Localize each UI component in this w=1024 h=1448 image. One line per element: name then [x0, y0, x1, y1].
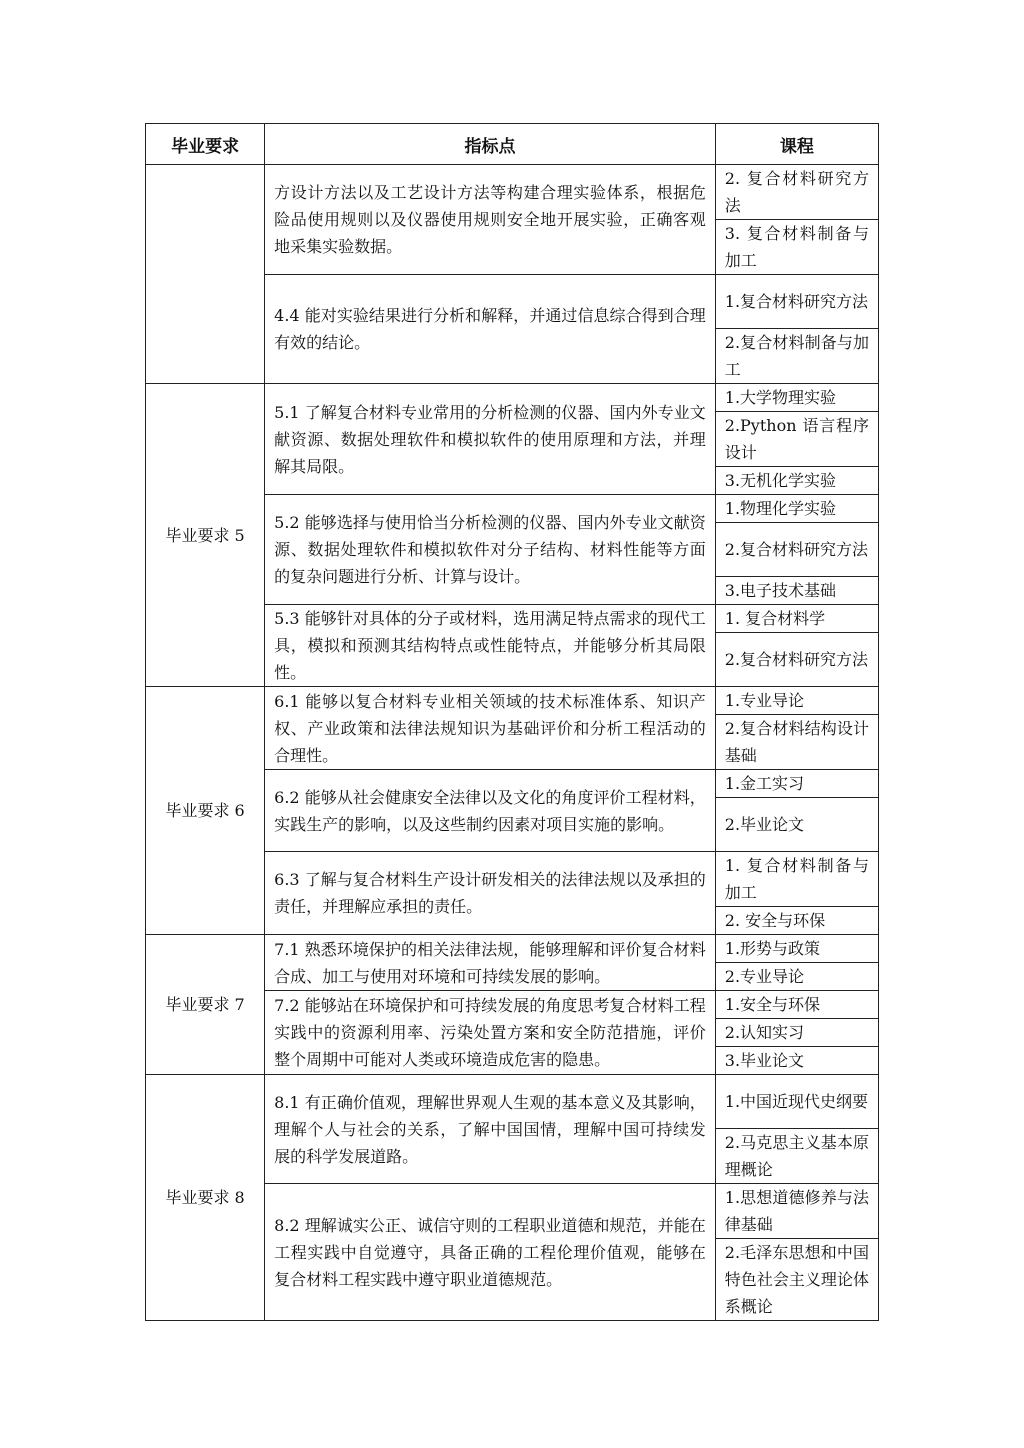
course-cell: 1.思想道德修养与法律基础 [715, 1184, 878, 1239]
indicator-cell: 8.1 有正确价值观，理解世界观人生观的基本意义及其影响，理解个人与社会的关系，了解中国国情，理解中国可持续发展的科学发展道路。 [265, 1075, 716, 1184]
requirement-cell: 毕业要求 7 [146, 935, 265, 1075]
course-cell: 2.马克思主义基本原理概论 [715, 1129, 878, 1184]
course-cell: 3.电子技术基础 [715, 577, 878, 605]
course-cell: 1.金工实习 [715, 770, 878, 798]
graduation-requirements-table [145, 123, 879, 1321]
course-cell: 1.安全与环保 [715, 991, 878, 1019]
course-cell: 1. 复合材料制备与加工 [715, 852, 878, 907]
course-cell: 2.认知实习 [715, 1019, 878, 1047]
course-cell: 2.复合材料研究方法 [715, 633, 878, 687]
course-cell: 2.Python 语言程序设计 [715, 412, 878, 467]
course-cell: 2.复合材料研究方法 [715, 523, 878, 577]
table-row [146, 687, 879, 715]
indicator-cell: 6.3 了解与复合材料生产设计研发相关的法律法规以及承担的责任，并理解应承担的责任。 [265, 852, 716, 935]
course-cell: 1.物理化学实验 [715, 495, 878, 523]
requirement-cell [146, 165, 265, 384]
course-cell: 3. 复合材料制备与加工 [715, 220, 878, 275]
header-indicator: 指标点 [265, 124, 716, 165]
course-cell: 1. 复合材料学 [715, 605, 878, 633]
course-cell: 2.专业导论 [715, 963, 878, 991]
table-row [146, 1075, 879, 1129]
header-row [146, 124, 879, 165]
course-cell: 1.专业导论 [715, 687, 878, 715]
course-cell: 1.形势与政策 [715, 935, 878, 963]
header-course: 课程 [715, 124, 878, 165]
course-cell: 2.毛泽东思想和中国特色社会主义理论体系概论 [715, 1239, 878, 1321]
header-requirement: 毕业要求 [146, 124, 265, 165]
course-cell: 1.大学物理实验 [715, 384, 878, 412]
course-cell: 3.无机化学实验 [715, 467, 878, 495]
indicator-cell: 6.2 能够从社会健康安全法律以及文化的角度评价工程材料，实践生产的影响，以及这些制约因素对项目实施的影响。 [265, 770, 716, 852]
indicator-cell: 方设计方法以及工艺设计方法等构建合理实验体系，根据危险品使用规则以及仪器使用规则安全地开展实验，正确客观地采集实验数据。 [265, 165, 716, 275]
requirement-cell: 毕业要求 6 [146, 687, 265, 935]
table-row [146, 935, 879, 963]
indicator-cell: 6.1 能够以复合材料专业相关领域的技术标准体系、知识产权、产业政策和法律法规知识为基础评价和分析工程活动的合理性。 [265, 687, 716, 770]
requirement-cell: 毕业要求 5 [146, 384, 265, 687]
table-row [146, 165, 879, 220]
course-cell: 2.复合材料结构设计基础 [715, 715, 878, 770]
indicator-cell: 5.2 能够选择与使用恰当分析检测的仪器、国内外专业文献资源、数据处理软件和模拟软件对分子结构、材料性能等方面的复杂问题进行分析、计算与设计。 [265, 495, 716, 605]
indicator-cell: 8.2 理解诚实公正、诚信守则的工程职业道德和规范，并能在工程实践中自觉遵守，具备正确的工程伦理价值观，能够在复合材料工程实践中遵守职业道德规范。 [265, 1184, 716, 1321]
course-cell: 2.毕业论文 [715, 798, 878, 852]
course-cell: 2.复合材料制备与加工 [715, 329, 878, 384]
indicator-cell: 4.4 能对实验结果进行分析和解释，并通过信息综合得到合理有效的结论。 [265, 275, 716, 384]
indicator-cell: 5.1 了解复合材料专业常用的分析检测的仪器、国内外专业文献资源、数据处理软件和模拟软件的使用原理和方法，并理解其局限。 [265, 384, 716, 495]
indicator-cell: 7.2 能够站在环境保护和可持续发展的角度思考复合材料工程实践中的资源利用率、污染处置方案和安全防范措施，评价整个周期中可能对人类或环境造成危害的隐患。 [265, 991, 716, 1075]
indicator-cell: 7.1 熟悉环境保护的相关法律法规，能够理解和评价复合材料合成、加工与使用对环境和可持续发展的影响。 [265, 935, 716, 991]
requirement-cell: 毕业要求 8 [146, 1075, 265, 1321]
course-cell: 2. 安全与环保 [715, 907, 878, 935]
indicator-cell: 5.3 能够针对具体的分子或材料，选用满足特点需求的现代工具，模拟和预测其结构特点或性能特点，并能够分析其局限性。 [265, 605, 716, 687]
course-cell: 2. 复合材料研究方法 [715, 165, 878, 220]
course-cell: 1.中国近现代史纲要 [715, 1075, 878, 1129]
course-cell: 1.复合材料研究方法 [715, 275, 878, 329]
course-cell: 3.毕业论文 [715, 1047, 878, 1075]
table-row [146, 384, 879, 412]
